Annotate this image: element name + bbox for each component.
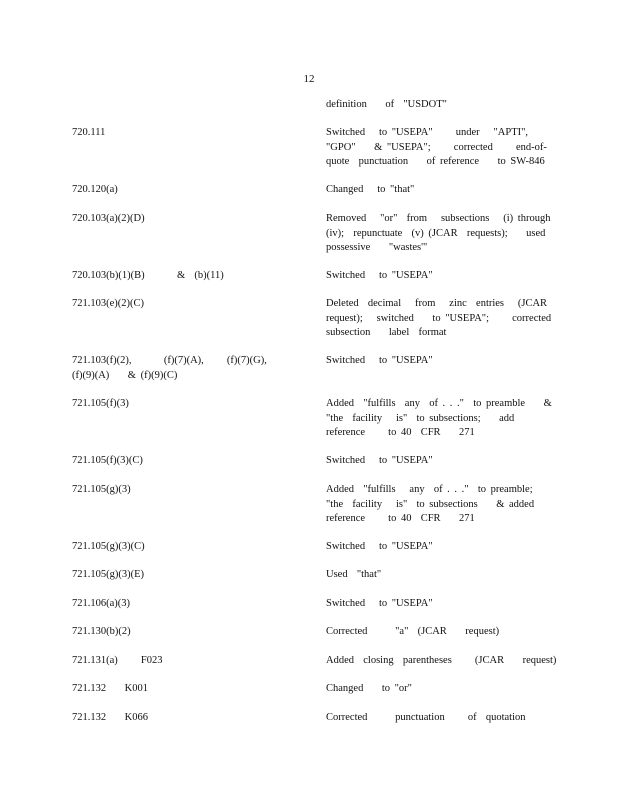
section-cell: 721.105(g)(3)(C)	[72, 541, 145, 552]
section-cell: 721.105(g)(3)(E)	[72, 569, 145, 580]
description-cell: Switched to "USEPA"	[326, 270, 433, 281]
description-cell: Changed to "or"	[326, 683, 412, 694]
section-cell: 720.103(a)(2)(D)	[72, 213, 145, 224]
description-cell: Switched to "USEPA" under "APTI", "GPO" & "USEPA"; corrected end-of- quote punctuation of reference to SW-846	[326, 127, 547, 168]
section-cell: 720.111	[72, 127, 106, 138]
section-cell: 720.120(a)	[72, 184, 118, 195]
description-cell: Switched to "USEPA"	[326, 541, 433, 552]
description-cell: Corrected "a" (JCAR request)	[326, 626, 500, 637]
description-cell: Switched to "USEPA"	[326, 355, 433, 366]
page-number: 12	[303, 73, 315, 85]
table-row	[72, 625, 538, 640]
section-cell: 721.106(a)(3)	[72, 598, 131, 609]
section-cell: 721.103(e)(2)(C)	[72, 298, 145, 309]
table-row	[72, 397, 552, 441]
table-row	[72, 354, 538, 383]
description-cell: Removed "or" from subsections (i) through (iv); repunctuate (v) (JCAR requests); used possessive "wastes'"	[326, 213, 551, 254]
table-row	[72, 540, 538, 555]
table-row	[72, 654, 557, 669]
description-cell: Changed to "that"	[326, 184, 415, 195]
section-cell: 721.105(f)(3)	[72, 398, 129, 409]
continuation-text: definition of "USDOT"	[326, 99, 447, 110]
section-cell: 721.103(f)(2), (f)(7)(A), (f)(7)(G), (f)(9)(A) & (f)(9)(C)	[72, 355, 267, 381]
table-row	[72, 297, 552, 341]
description-cell: Switched to "USEPA"	[326, 598, 433, 609]
table-row	[72, 183, 538, 198]
section-cell: 721.105(f)(3)(C)	[72, 455, 143, 466]
section-cell: 721.130(b)(2)	[72, 626, 131, 637]
table-row	[72, 682, 538, 697]
table-row	[72, 269, 538, 284]
section-cell: 721.132 K001	[72, 683, 148, 694]
section-cell: 720.103(b)(1)(B) & (b)(11)	[72, 270, 224, 281]
description-cell: Added closing parentheses (JCAR request)	[326, 655, 557, 666]
description-cell: Used "that"	[326, 569, 382, 580]
section-cell: 721.132 K066	[72, 712, 148, 723]
description-cell: Added "fulfills any of . . ." to preamble & "the facility is" to subsections; add reference to 40 CFR 271	[326, 398, 552, 439]
table-row	[72, 212, 551, 256]
description-cell: Corrected punctuation of quotation	[326, 712, 526, 723]
description-cell: Switched to "USEPA"	[326, 455, 433, 466]
table-row	[72, 126, 547, 170]
table-row	[72, 711, 538, 726]
table-row	[72, 454, 538, 469]
table-row	[72, 597, 538, 612]
description-cell: Added "fulfills any of . . ." to preamble; "the facility is" to subsections & added reference to 40 CFR 271	[326, 484, 535, 525]
table-row	[72, 483, 538, 527]
section-cell: 721.131(a) F023	[72, 655, 163, 666]
table-row	[72, 568, 538, 583]
description-cell: Deleted decimal from zinc entries (JCAR request); switched to "USEPA"; corrected subsection label format	[326, 298, 552, 339]
section-cell: 721.105(g)(3)	[72, 484, 131, 495]
